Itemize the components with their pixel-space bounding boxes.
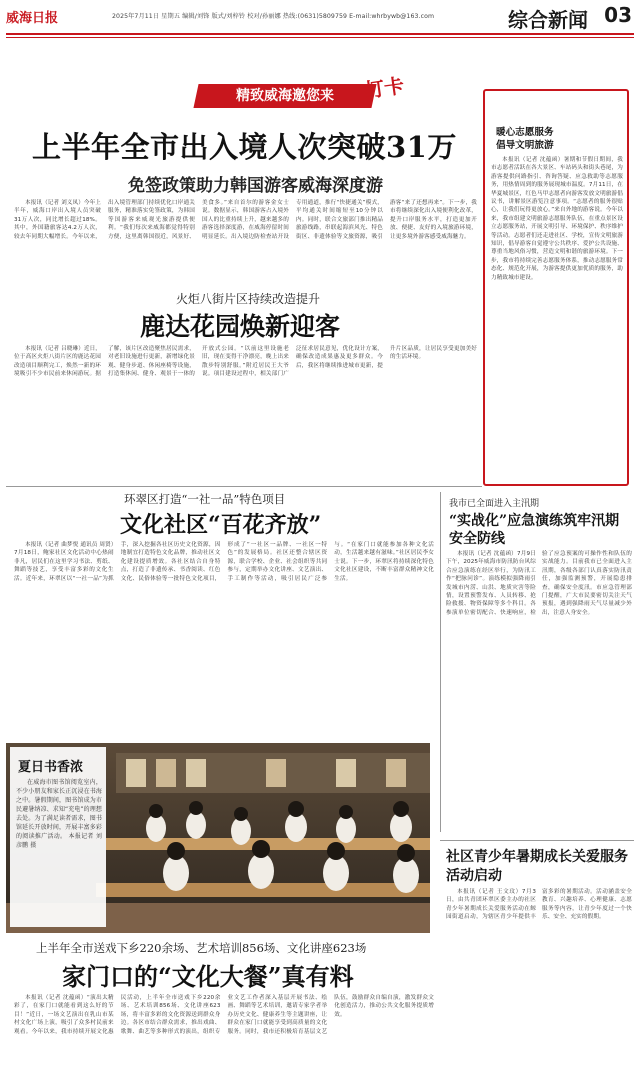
header-rule-thin [6,37,634,38]
photo-caption: 在威海市图书馆阅览室内，不少小朋友和家长正沉浸在书海之中。暑假期间，图书馆成为市民避暑纳凉、求知“充电”的理想去处。为了满足读者需求，图书馆延长开放时间，开展丰富多彩的阅读推广活动。 本报记者 刘彦鹏 摄 [16,779,102,849]
side-box-title: 暖心志愿服务 倡导文明旅游 [496,127,554,151]
column-banner: 精致威海邀您来 [193,84,376,108]
story5-headline: 社区青少年暑期成长关爱服务活动启动 [446,849,628,884]
story5-body: 本报讯（记者 王文玟）7月3日，由共青团环翠区委主办的社区青少年暑期成长关爱服务活动在鲸园街道启动，为辖区青少年提供丰富多彩的暑期活动。活动涵盖安全教育、兴趣培养、心理健康、志愿服务等内容，让青少年度过一个快乐、安全、充实的假期。 [446,889,632,921]
story6-body: 本报讯（记者 沈蕴函）“演出太精彩了，在家门口就能看到这么好的节目！”近日，一场文艺演出在乳山市某村文化广场上演，吸引了众多村民前来观看。今年以来，我市持续开展文化惠民活动，上半年全市送戏下乡220余场、艺术培训856场、文化讲座623场，将丰富多彩的文化资源送到群众身边。各区市结合群众需求，推出戏曲、歌舞、曲艺等多种形式的演出，组织专业文艺工作者深入基层开展书法、绘画、舞蹈等艺术培训，邀请专家学者举办历史文化、健康养生等主题讲座，让群众在家门口就能享受到高质量的文化服务。同时，我市还积极培育基层文艺队伍，鼓励群众自编自演，激发群众文化创造活力，推动公共文化服务提质增效。 [14,995,434,1035]
column-divider [440,492,441,832]
lead-body: 本报讯（记者 刘义凤）今年上半年，威海口岸出入境人员突破31万人次，同比增长超过18%。其中，外国籍旅客达4.2万人次，较去年同期大幅增长。今年以来，出入境管理部门持续优化口岸通关服务，精准落实免签政策，为韩国等国游客来威观光旅游提供便利。“我们每次来威海都觉得特别方便，这里离韩国很近，风景好、美食多。”来自首尔的游客金女士说。数据显示，韩国游客占入境外国人的比重持续上升，越来越多的游客选择深度游，在威海停留时间明显延长。出入境边防检查站开设专用通道，推行“快捷通关”模式，平均通关时间缩短至10分钟以内。同时，联合文旅部门推出精品旅游线路，串联起海滨风光、特色街区、非遗体验等文旅资源，吸引游客“来了还想再来”。下一步，我市将继续深化出入境便利化改革，提升口岸服务水平，打造更加开放、便捷、友好的入境旅游环境，让更多境外游客感受威海魅力。 [14,200,477,240]
story4-body: 本报讯（记者 沈蕴函）7月9日下午，2025年威海市防汛防台风综合应急演练在经区举行，为防汛工作“把脉问诊”。演练模拟强降雨引发城市内涝、山洪、地质灾害等险情，设置预警发布、人员转移、抢险救援、物资保障等多个科目。各参演单位密切配合、快速响应，检验了应急预案的可操作性和队伍的实战能力。目前我市已全面进入主汛期，各级各部门认真落实防汛责任，加强监测预警，开展隐患排查，确保安全度汛。市应急管理部门提醒，广大市民要密切关注天气预报，遇到强降雨天气尽量减少外出，注意人身安全。 [446,551,632,616]
story5-divider [440,840,634,841]
banner-stamp: 打卡 [362,73,406,103]
section-title: 综合新闻 [508,8,588,32]
story3-headline: 文化社区“百花齐放” [120,512,322,538]
lead-subtitle: 免签政策助力韩国游客威海深度游 [128,176,383,196]
lead-headline: 上半年全市出入境人次突破31万 [32,130,457,164]
story6-kicker: 上半年全市送戏下乡220余场、艺术培训856场、文化讲座623场 [36,941,367,955]
newspaper-logo: 威海日报 [6,11,59,26]
story2-headline: 鹿达花园焕新迎客 [140,312,341,341]
story3-kicker: 环翠区打造“一社一品”特色项目 [124,492,286,506]
photo-title: 夏日书香浓 [18,760,84,775]
story3-body: 本报讯（记者 曲梦悦 通讯员 周贤）7月18日，鲍家社区文化活动中心热闹非凡，居民们在这里学习书法、剪纸、舞蹈等技艺，享受丰富多彩的文化生活。近年来，环翠区以“一社一品”为抓手，深入挖掘各社区历史文化资源，因地制宜打造特色文化品牌，推动社区文化建设提质增效。各社区结合自身特点，打造了非遗传承、书香阅读、红色文化、民俗体验等一批特色文化项目，形成了“一社区一品牌、一社区一特色”的发展格局。社区还整合辖区资源，联合学校、企业、社会组织等共同参与，定期举办文化讲座、文艺演出、手工制作等活动，吸引居民广泛参与。“在家门口就能参加各种文化活动，生活越来越有滋味。”社区居民李女士说。下一步，环翠区将持续深化特色文化社区建设，不断丰富群众精神文化生活。 [14,542,434,582]
story2-kicker: 火炬八街片区持续改造提升 [176,292,321,306]
header-rule [6,33,634,35]
section-divider [6,486,482,487]
story6-headline: 家门口的“文化大餐”真有料 [62,962,354,991]
story4-headline: “实战化”应急演练筑牢汛期安全防线 [449,513,620,547]
page-number: 03 [604,3,632,27]
issue-meta: 2025年7月11日 星期五 编辑/刘锋 版式/刘梓铃 校对/孙丽娜 热线:(0631)5809759 E-mail:whrbywb@163.com [112,13,435,20]
side-box-body: 本报讯（记者 沈蕴函）暑期和节假日期间，我市志愿者活跃在各大景区、车站码头和街头巷尾，为游客提供问路指引、咨询答疑、应急救助等志愿服务，用热情周到的服务展现城市温度。7月11日，在华夏城景区，红色马甲志愿者向游客发放文明旅游倡议书，讲解景区游览注意事项。“志愿者的服务很贴心，让我们玩得更放心。”来自外地的游客说。今年以来，我市组建文明旅游志愿服务队伍，在重点景区设立志愿服务站，开展文明引导、环境保护、秩序维护等活动。志愿者们还走进社区、学校，宣传文明旅游知识，倡导游客自觉遵守公共秩序、爱护公共设施、尊重当地风俗习惯，营造文明和谐的旅游环境。下一步，我市将持续完善志愿服务体系，推动志愿服务常态化、规范化开展，为游客提供更加优质的服务，助力精致城市建设。 [491,157,623,281]
story4-kicker: 我市已全面进入主汛期 [449,499,540,509]
story2-body: 本报讯（记者 吕晓琳）近日，位于高区火炬八街片区的鹿达花园改造项目顺利完工，焕然一新的环境吸引不少市民前来休闲游玩。据了解，该片区改造聚焦居民需求，对老旧设施进行更新，新增绿化景观、健身步道、休闲座椅等设施，打造集休闲、健身、观景于一体的开放式公园。“以前这里设施老旧，现在变得干净漂亮，晚上出来散步特别舒服。”附近居民王大爷说。项目建设过程中，相关部门广泛征求居民意见，优化设计方案，确保改造成果惠及更多群众。今后，我区将继续推进城市更新，提升片区品质，让居民享受更加美好的生活环境。 [14,346,477,378]
